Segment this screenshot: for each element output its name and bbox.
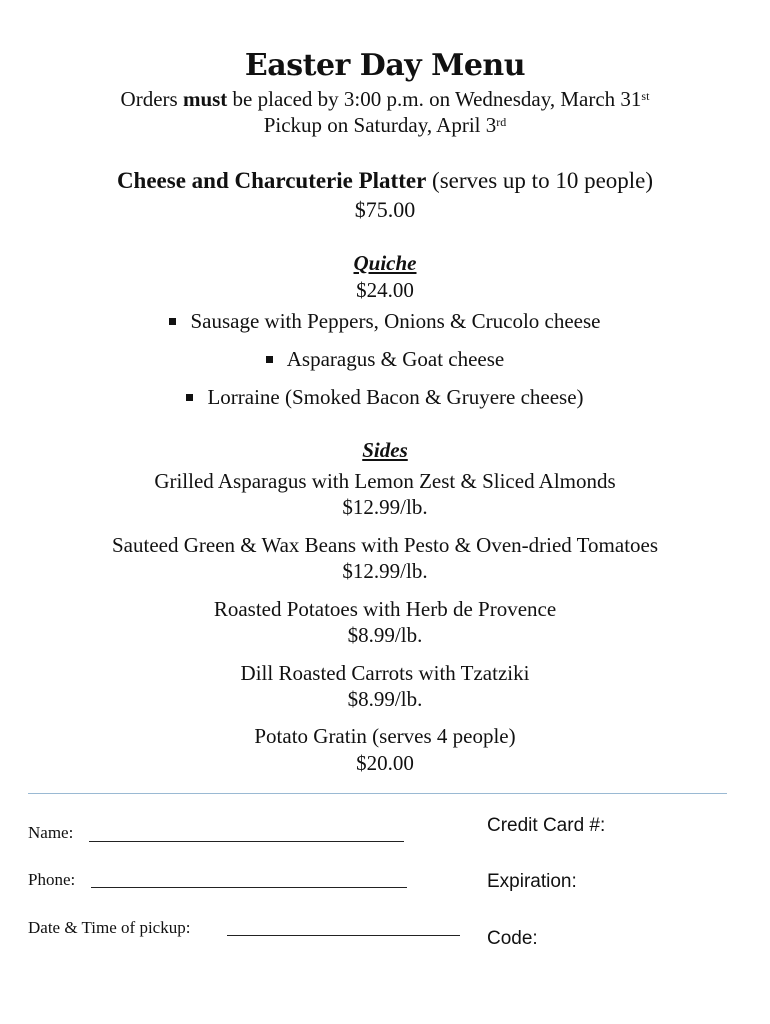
platter-note: (serves up to 10 people) (426, 168, 654, 193)
name-field[interactable] (89, 841, 404, 842)
side-item-price: $20.00 (356, 751, 414, 775)
platter-price: $75.00 (354, 197, 416, 222)
expiration-label: Expiration: (487, 871, 577, 892)
credit-card-label: Credit Card #: (487, 815, 606, 836)
pickup-time-label: Date & Time of pickup: (28, 918, 191, 937)
square-bullet-icon (169, 318, 176, 325)
order-deadline-emphasis: must (182, 87, 228, 111)
pickup-date-text: Pickup on Saturday, April 3 (263, 113, 497, 137)
side-item-name: Grilled Asparagus with Lemon Zest & Sliced Almonds (154, 469, 616, 493)
side-item-price: $8.99/lb. (347, 623, 423, 647)
phone-field[interactable] (91, 887, 407, 888)
pickup-time-field[interactable] (227, 935, 460, 936)
platter-name: Cheese and Charcuterie Platter (116, 168, 427, 193)
quiche-item-label: Lorraine (Smoked Bacon & Gruyere cheese) (207, 385, 584, 409)
menu-title: Easter Day Menu (244, 48, 526, 83)
name-label: Name: (28, 823, 74, 842)
phone-label: Phone: (28, 870, 76, 889)
side-item-price: $8.99/lb. (347, 687, 423, 711)
quiche-item (0, 384, 770, 410)
quiche-item-label: Sausage with Peppers, Onions & Crucolo cheese (190, 309, 601, 333)
order-deadline-suffix: st (641, 89, 650, 103)
sides-heading: Sides (362, 438, 408, 462)
square-bullet-icon (266, 356, 273, 363)
quiche-item (0, 308, 770, 334)
side-item-name: Dill Roasted Carrots with Tzatziki (240, 661, 530, 685)
side-item-name: Potato Gratin (serves 4 people) (254, 724, 516, 748)
platter-line (0, 167, 770, 195)
quiche-heading: Quiche (353, 251, 417, 275)
order-deadline-pre: Orders (120, 87, 183, 111)
square-bullet-icon (186, 394, 193, 401)
side-item-name: Sauteed Green & Wax Beans with Pesto & Oven-dried Tomatoes (111, 533, 659, 557)
quiche-item (0, 346, 770, 372)
order-deadline-post: be placed by 3:00 p.m. on Wednesday, March 31 (227, 87, 642, 111)
quiche-item-label: Asparagus & Goat cheese (286, 347, 505, 371)
side-item-name: Roasted Potatoes with Herb de Provence (213, 597, 557, 621)
side-item-price: $12.99/lb. (342, 495, 428, 519)
side-item-price: $12.99/lb. (342, 559, 428, 583)
pickup-date (0, 112, 770, 138)
quiche-price: $24.00 (356, 278, 414, 302)
section-divider (28, 793, 727, 794)
code-label: Code: (487, 928, 538, 949)
order-deadline (0, 86, 770, 112)
pickup-date-suffix: rd (496, 115, 507, 129)
